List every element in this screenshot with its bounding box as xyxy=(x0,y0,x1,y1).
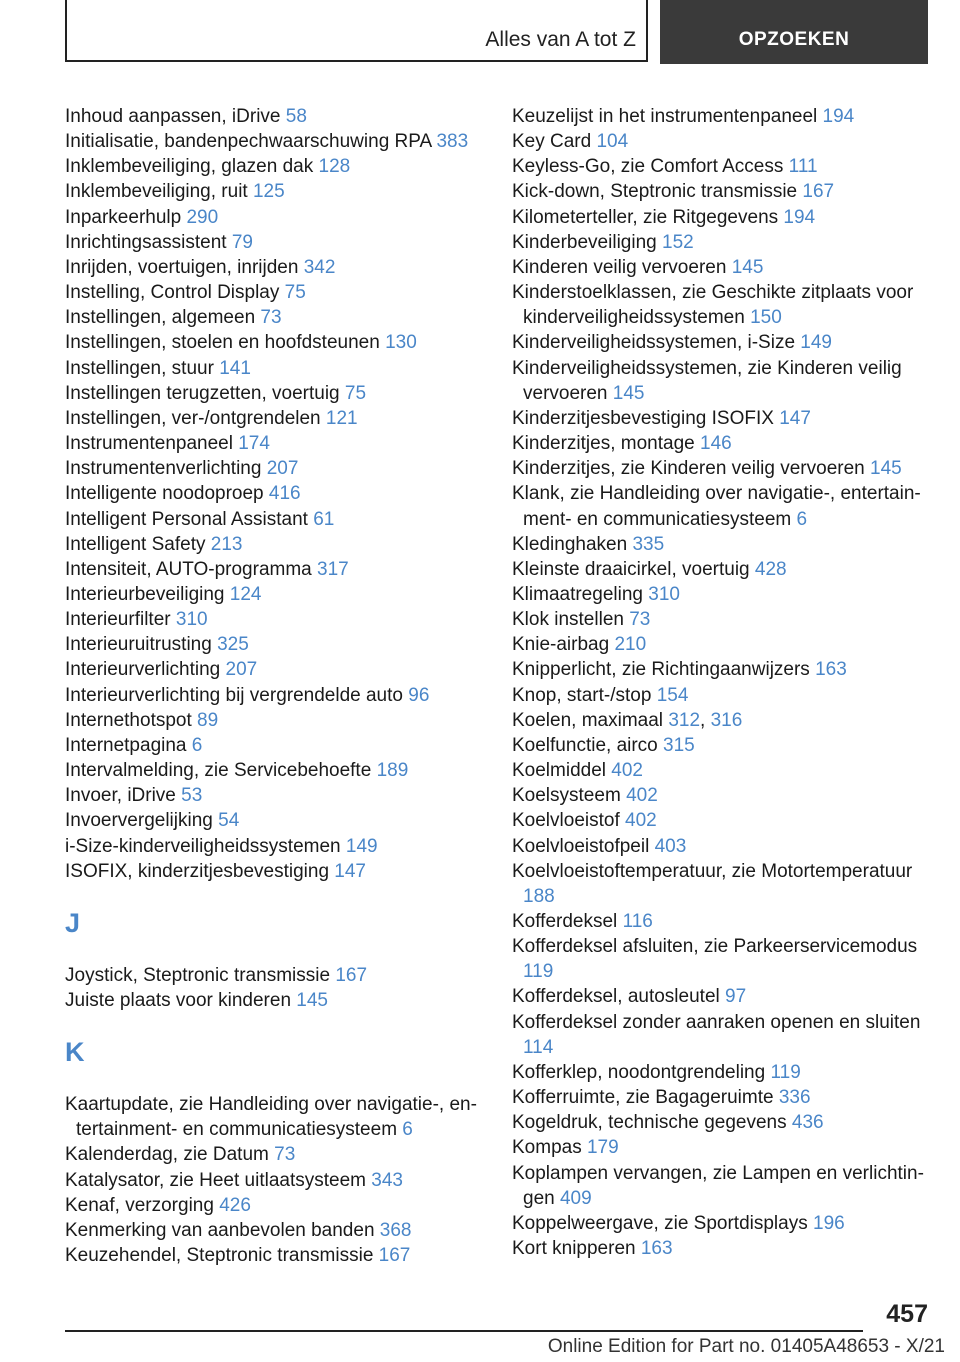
index-entry xyxy=(512,481,932,531)
index-entry xyxy=(65,1193,485,1218)
index-entry xyxy=(65,859,485,884)
page-link[interactable]: 119 xyxy=(523,961,554,983)
page-link[interactable]: 428 xyxy=(754,558,787,580)
page-link[interactable]: 145 xyxy=(612,382,645,404)
index-term: Kofferklep, noodontgrendeling xyxy=(512,1061,766,1083)
page-link[interactable]: 104 xyxy=(596,131,629,153)
page-link[interactable]: 145 xyxy=(731,256,764,278)
index-term: Internetpagina xyxy=(65,734,187,756)
page-link[interactable]: 73 xyxy=(260,307,282,329)
index-term: Koplampen vervangen, zie Lampen en verlichtingen xyxy=(512,1162,924,1209)
page-link[interactable]: 125 xyxy=(252,181,285,203)
index-term: Keyless-Go, zie Comfort Access xyxy=(512,156,784,178)
opzoeken-tab-label: OPZOEKEN xyxy=(738,29,850,50)
index-term: Interieurfilter xyxy=(65,609,171,631)
page-link[interactable]: 196 xyxy=(813,1212,845,1234)
page-link[interactable]: 335 xyxy=(632,533,665,555)
index-entry xyxy=(65,808,485,833)
section-title-box xyxy=(65,0,648,62)
index-entry xyxy=(65,154,485,179)
page-link[interactable]: 6 xyxy=(191,734,203,756)
page-link[interactable]: 73 xyxy=(629,609,651,631)
index-term: Juiste plaats voor kinderen xyxy=(65,990,292,1011)
index-term: Joystick, Steptronic transmissie xyxy=(65,964,331,986)
index-entry xyxy=(65,1243,485,1268)
page-link[interactable]: 310 xyxy=(648,583,680,605)
page-link[interactable]: 61 xyxy=(313,508,335,530)
index-term: Koelsysteem xyxy=(512,785,621,807)
index-entry xyxy=(512,557,932,582)
page-link[interactable]: 403 xyxy=(654,835,687,857)
index-entry xyxy=(512,129,932,154)
index-entry xyxy=(65,205,485,230)
page-link[interactable]: 343 xyxy=(371,1169,403,1191)
index-term: Koppelweergave, zie Sportdisplays xyxy=(512,1212,808,1234)
index-entry xyxy=(512,179,932,204)
page-link[interactable]: 409 xyxy=(559,1187,592,1209)
index-term: Kaartupdate, zie Handleiding over navigatie-, entertainment- en communicatiesysteem xyxy=(65,1094,477,1141)
page-link[interactable]: 402 xyxy=(611,760,643,782)
index-term: Koelen, maximaal xyxy=(512,709,664,731)
page-link[interactable]: 317 xyxy=(317,558,349,580)
page-link[interactable]: 116 xyxy=(622,911,653,932)
index-term: Kinderzitjes, montage xyxy=(512,433,695,455)
index-entry xyxy=(65,431,485,456)
index-term: Instrumentenverlichting xyxy=(65,458,262,480)
index-entry xyxy=(65,683,485,708)
index-entry xyxy=(65,104,485,129)
index-entry xyxy=(65,557,485,582)
page-link[interactable]: 152 xyxy=(662,231,694,253)
page-link[interactable]: 315 xyxy=(663,734,695,756)
index-term: Kleinste draaicirkel, voertuig xyxy=(512,558,750,580)
index-entry xyxy=(65,330,485,355)
index-entry xyxy=(65,507,485,532)
page-link[interactable]: 6 xyxy=(402,1119,413,1141)
index-entry xyxy=(65,305,485,330)
page-link[interactable]: 89 xyxy=(197,709,219,731)
page-link[interactable]: 79 xyxy=(231,231,253,253)
index-term: Instellingen, algemeen xyxy=(65,307,256,329)
letter-heading: K xyxy=(65,1037,85,1068)
index-entry xyxy=(512,834,932,859)
page-link[interactable]: 114 xyxy=(523,1036,554,1058)
page-link[interactable]: 189 xyxy=(376,760,409,782)
index-term: Intensiteit, AUTO-programma xyxy=(65,558,312,580)
page-link[interactable]: 210 xyxy=(614,634,647,656)
opzoeken-tab[interactable] xyxy=(660,0,928,64)
page-link[interactable]: 6 xyxy=(796,508,808,530)
index-entry xyxy=(512,356,932,406)
page-number: 457 xyxy=(886,1300,928,1328)
page-link[interactable]: 96 xyxy=(408,684,430,706)
index-term: Kort knipperen xyxy=(512,1238,636,1260)
page-link[interactable]: 167 xyxy=(802,181,835,203)
page-link[interactable]: 194 xyxy=(822,106,855,127)
index-term: Klank, zie Handleiding over navigatie-, entertainment- en communicatiesysteem xyxy=(512,483,921,530)
index-entry xyxy=(512,934,932,984)
index-entry xyxy=(512,632,932,657)
index-entry xyxy=(65,708,485,733)
index-term: Koelfunctie, airco xyxy=(512,734,658,756)
footer-divider xyxy=(65,1330,863,1332)
page-link[interactable]: 416 xyxy=(268,483,301,505)
page-link[interactable]: 111 xyxy=(788,156,818,178)
index-term: i-Size-kinderveiligheidssystemen xyxy=(65,835,341,857)
index-entry xyxy=(65,733,485,758)
index-term: Koelvloeistof xyxy=(512,810,620,832)
page-link[interactable]: 368 xyxy=(379,1219,412,1241)
page-link[interactable]: 426 xyxy=(219,1194,251,1216)
index-term: Kick-down, Steptronic transmissie xyxy=(512,181,798,203)
page-link[interactable]: 145 xyxy=(296,990,328,1011)
index-entry xyxy=(512,783,932,808)
index-term: Kofferdeksel afsluiten, zie Parkeerservicemodus xyxy=(512,936,918,958)
index-entry xyxy=(512,758,932,783)
index-entry xyxy=(65,129,485,154)
index-entry xyxy=(512,230,932,255)
index-entry xyxy=(65,1142,485,1167)
page-link[interactable]: 146 xyxy=(700,433,732,455)
index-term: Koelvloeistofpeil xyxy=(512,835,650,857)
page-link[interactable]: 147 xyxy=(779,407,811,429)
index-term: Instellingen terugzetten, voertuig xyxy=(65,382,340,404)
index-entry xyxy=(512,1010,932,1060)
index-entry xyxy=(512,1135,932,1160)
index-entry xyxy=(65,532,485,557)
page-link[interactable]: 124 xyxy=(229,583,262,605)
page-link[interactable]: 325 xyxy=(217,634,249,656)
index-entry xyxy=(512,607,932,632)
page-link[interactable]: 207 xyxy=(266,458,299,480)
index-term: Inhoud aanpassen, iDrive xyxy=(65,106,281,127)
index-entry xyxy=(65,406,485,431)
index-entry xyxy=(512,456,932,481)
index-entry xyxy=(512,1060,932,1085)
page-link[interactable]: 167 xyxy=(378,1245,411,1267)
page-link[interactable]: 179 xyxy=(586,1137,619,1159)
index-entry xyxy=(65,280,485,305)
index-entry xyxy=(512,984,932,1009)
index-entry xyxy=(512,255,932,280)
index-term: Intelligent Safety xyxy=(65,533,206,555)
index-entry xyxy=(512,1211,932,1236)
index-entry xyxy=(512,154,932,179)
index-entry xyxy=(65,582,485,607)
page-link[interactable]: 121 xyxy=(325,407,358,429)
index-entry xyxy=(65,988,485,1013)
page-link[interactable]: 150 xyxy=(750,307,782,329)
index-term: Interieuruitrusting xyxy=(65,634,212,656)
page-link[interactable]: 402 xyxy=(625,810,657,832)
page-link[interactable]: 436 xyxy=(791,1112,824,1134)
index-column-right xyxy=(512,104,932,1261)
index-term: Inrijden, voertuigen, inrijden xyxy=(65,256,299,278)
index-entry xyxy=(65,381,485,406)
page-link[interactable]: 145 xyxy=(870,458,902,480)
index-entry xyxy=(65,179,485,204)
page-link[interactable]: 316 xyxy=(710,709,743,731)
page-link[interactable]: 312 xyxy=(668,709,701,731)
index-entry xyxy=(512,1236,932,1261)
index-term: Key Card xyxy=(512,131,592,153)
index-entry xyxy=(512,733,932,758)
index-entry xyxy=(65,657,485,682)
index-term: Keuzehendel, Steptronic transmissie xyxy=(65,1245,374,1267)
index-entry xyxy=(512,431,932,456)
page-link[interactable]: 336 xyxy=(778,1087,811,1109)
index-entry xyxy=(512,582,932,607)
page-link[interactable]: 167 xyxy=(335,964,368,986)
index-term: Kompas xyxy=(512,1137,582,1159)
index-entry xyxy=(512,532,932,557)
index-term: Kledinghaken xyxy=(512,533,628,555)
index-entry xyxy=(512,280,932,330)
page-link[interactable]: 188 xyxy=(523,885,555,907)
index-entry xyxy=(512,205,932,230)
index-entry xyxy=(512,104,932,129)
index-term: Kilometerteller, zie Ritgegevens xyxy=(512,206,779,228)
index-term: Kofferdeksel zonder aanraken openen en sluiten xyxy=(512,1011,921,1033)
index-term: Koelmiddel xyxy=(512,760,606,782)
index-column-left xyxy=(65,104,485,1268)
index-entry xyxy=(512,657,932,682)
page-link[interactable]: 194 xyxy=(783,206,816,228)
index-term: Kinderen veilig vervoeren xyxy=(512,256,727,278)
page-link[interactable]: 310 xyxy=(175,609,208,631)
index-entry xyxy=(512,859,932,909)
index-term: Instelling, Control Display xyxy=(65,282,280,304)
index-entry xyxy=(512,909,932,934)
index-term: Instellingen, ver-/ontgrendelen xyxy=(65,407,321,429)
index-term: Inrichtingsassistent xyxy=(65,231,227,253)
index-term: Inklembeveiliging, glazen dak xyxy=(65,156,314,178)
index-entry xyxy=(512,406,932,431)
index-term: Instrumentenpaneel xyxy=(65,433,233,455)
index-entry xyxy=(512,1085,932,1110)
page-link[interactable]: 147 xyxy=(334,860,366,882)
footer-edition-text: Online Edition for Part no. 01405A48653 - X/21 xyxy=(547,1336,945,1357)
page-link[interactable]: 73 xyxy=(274,1144,296,1166)
index-term: Kinderstoelklassen, zie Geschikte zitplaats voor kinderveiligheidssystemen xyxy=(512,282,914,329)
index-entry xyxy=(512,1110,932,1135)
index-term: ISOFIX, kinderzitjesbevestiging xyxy=(65,860,330,882)
page-link[interactable]: 75 xyxy=(344,382,367,404)
page-link[interactable]: 54 xyxy=(218,810,240,832)
page-link[interactable]: 154 xyxy=(656,684,689,706)
index-term: Invoervergelijking xyxy=(65,810,213,832)
page-link[interactable]: 163 xyxy=(815,659,847,681)
page-link[interactable]: 383 xyxy=(436,131,469,153)
page-link[interactable]: 128 xyxy=(318,156,351,178)
index-term: Kenmerking van aanbevolen banden xyxy=(65,1219,375,1241)
index-term: Invoer, iDrive xyxy=(65,785,176,807)
index-entry xyxy=(512,330,932,355)
index-term: Interieurbeveiliging xyxy=(65,583,225,605)
index-entry xyxy=(65,481,485,506)
index-term: Klok instellen xyxy=(512,609,624,631)
index-term: Kofferruimte, zie Bagageruimte xyxy=(512,1087,774,1109)
index-term: Knie-airbag xyxy=(512,634,610,656)
index-term: Knipperlicht, zie Richtingaanwijzers xyxy=(512,659,810,681)
page-link[interactable]: 58 xyxy=(285,106,307,127)
index-term: Kogeldruk, technische gegevens xyxy=(512,1112,787,1134)
index-term: Kenaf, verzorging xyxy=(65,1194,214,1216)
letter-heading: J xyxy=(65,907,81,938)
index-term: Kinderbeveiliging xyxy=(512,231,657,253)
index-term: Katalysator, zie Heet uitlaatsysteem xyxy=(65,1169,366,1191)
index-term: Kalenderdag, zie Datum xyxy=(65,1144,269,1166)
page-link[interactable]: 119 xyxy=(770,1061,801,1083)
index-term: Intelligente noodoproep xyxy=(65,483,264,505)
page-link[interactable]: 141 xyxy=(219,357,251,379)
index-term: Internethotspot xyxy=(65,709,192,731)
index-entry xyxy=(65,632,485,657)
page-link[interactable]: 75 xyxy=(284,282,306,304)
index-term: Knop, start-/stop xyxy=(512,684,652,706)
index-entry xyxy=(65,783,485,808)
index-term: Kinderzitjes, zie Kinderen veilig vervoeren xyxy=(512,458,865,480)
index-entry xyxy=(65,834,485,859)
section-title: Alles van A tot Z xyxy=(485,28,636,51)
index-entry xyxy=(65,1092,485,1142)
page-link[interactable]: 97 xyxy=(725,986,747,1008)
index-entry xyxy=(65,255,485,280)
index-term: Koelvloeistoftemperatuur, zie Motortemperatuur xyxy=(512,860,913,882)
index-term: Inparkeerhulp xyxy=(65,206,182,228)
index-term: Inklembeveiliging, ruit xyxy=(65,181,248,203)
index-term: Kinderveiligheidssystemen, zie Kinderen veilig vervoeren xyxy=(512,357,902,404)
index-term: Kofferdeksel xyxy=(512,911,618,932)
index-term: Kinderveiligheidssystemen, i-Size xyxy=(512,332,796,354)
page-link[interactable]: 130 xyxy=(385,332,417,354)
index-entry xyxy=(512,708,932,733)
index-entry xyxy=(512,683,932,708)
index-term: Kofferdeksel, autosleutel xyxy=(512,986,720,1008)
page-link[interactable]: 149 xyxy=(800,332,832,354)
index-entry xyxy=(65,456,485,481)
page-link[interactable]: 290 xyxy=(186,206,219,228)
page-link[interactable]: 163 xyxy=(640,1238,673,1260)
index-entry xyxy=(65,356,485,381)
page-link[interactable]: 53 xyxy=(181,785,203,807)
index-term: Interieurverlichting xyxy=(65,659,221,681)
page-link[interactable]: 213 xyxy=(210,533,243,555)
index-term: Instellingen, stoelen en hoofdsteunen xyxy=(65,332,380,354)
index-entry xyxy=(65,230,485,255)
page-separator: , xyxy=(700,709,711,731)
page-header xyxy=(65,0,928,64)
index-term: Kinderzitjesbevestiging ISOFIX xyxy=(512,407,774,429)
index-entry xyxy=(65,1218,485,1243)
index-entry xyxy=(65,963,485,988)
index-entry xyxy=(65,758,485,783)
index-term: Interieurverlichting bij vergrendelde auto xyxy=(65,684,403,706)
index-term: Klimaatregeling xyxy=(512,583,643,605)
index-term: Intelligent Personal Assistant xyxy=(65,508,308,530)
page-link[interactable]: 174 xyxy=(238,433,270,455)
index-entry xyxy=(65,607,485,632)
page-link[interactable]: 149 xyxy=(345,835,378,857)
index-term: Instellingen, stuur xyxy=(65,357,214,379)
index-entry xyxy=(65,1168,485,1193)
index-entry xyxy=(512,1161,932,1211)
page-link[interactable]: 207 xyxy=(225,659,258,681)
index-term: Initialisatie, bandenpechwaarschuwing RPA xyxy=(65,131,432,153)
page-link[interactable]: 402 xyxy=(626,785,658,807)
index-term: Keuzelijst in het instrumentenpaneel xyxy=(512,106,818,127)
index-entry xyxy=(512,808,932,833)
index-term: Intervalmelding, zie Servicebehoefte xyxy=(65,760,372,782)
page-link[interactable]: 342 xyxy=(303,256,336,278)
